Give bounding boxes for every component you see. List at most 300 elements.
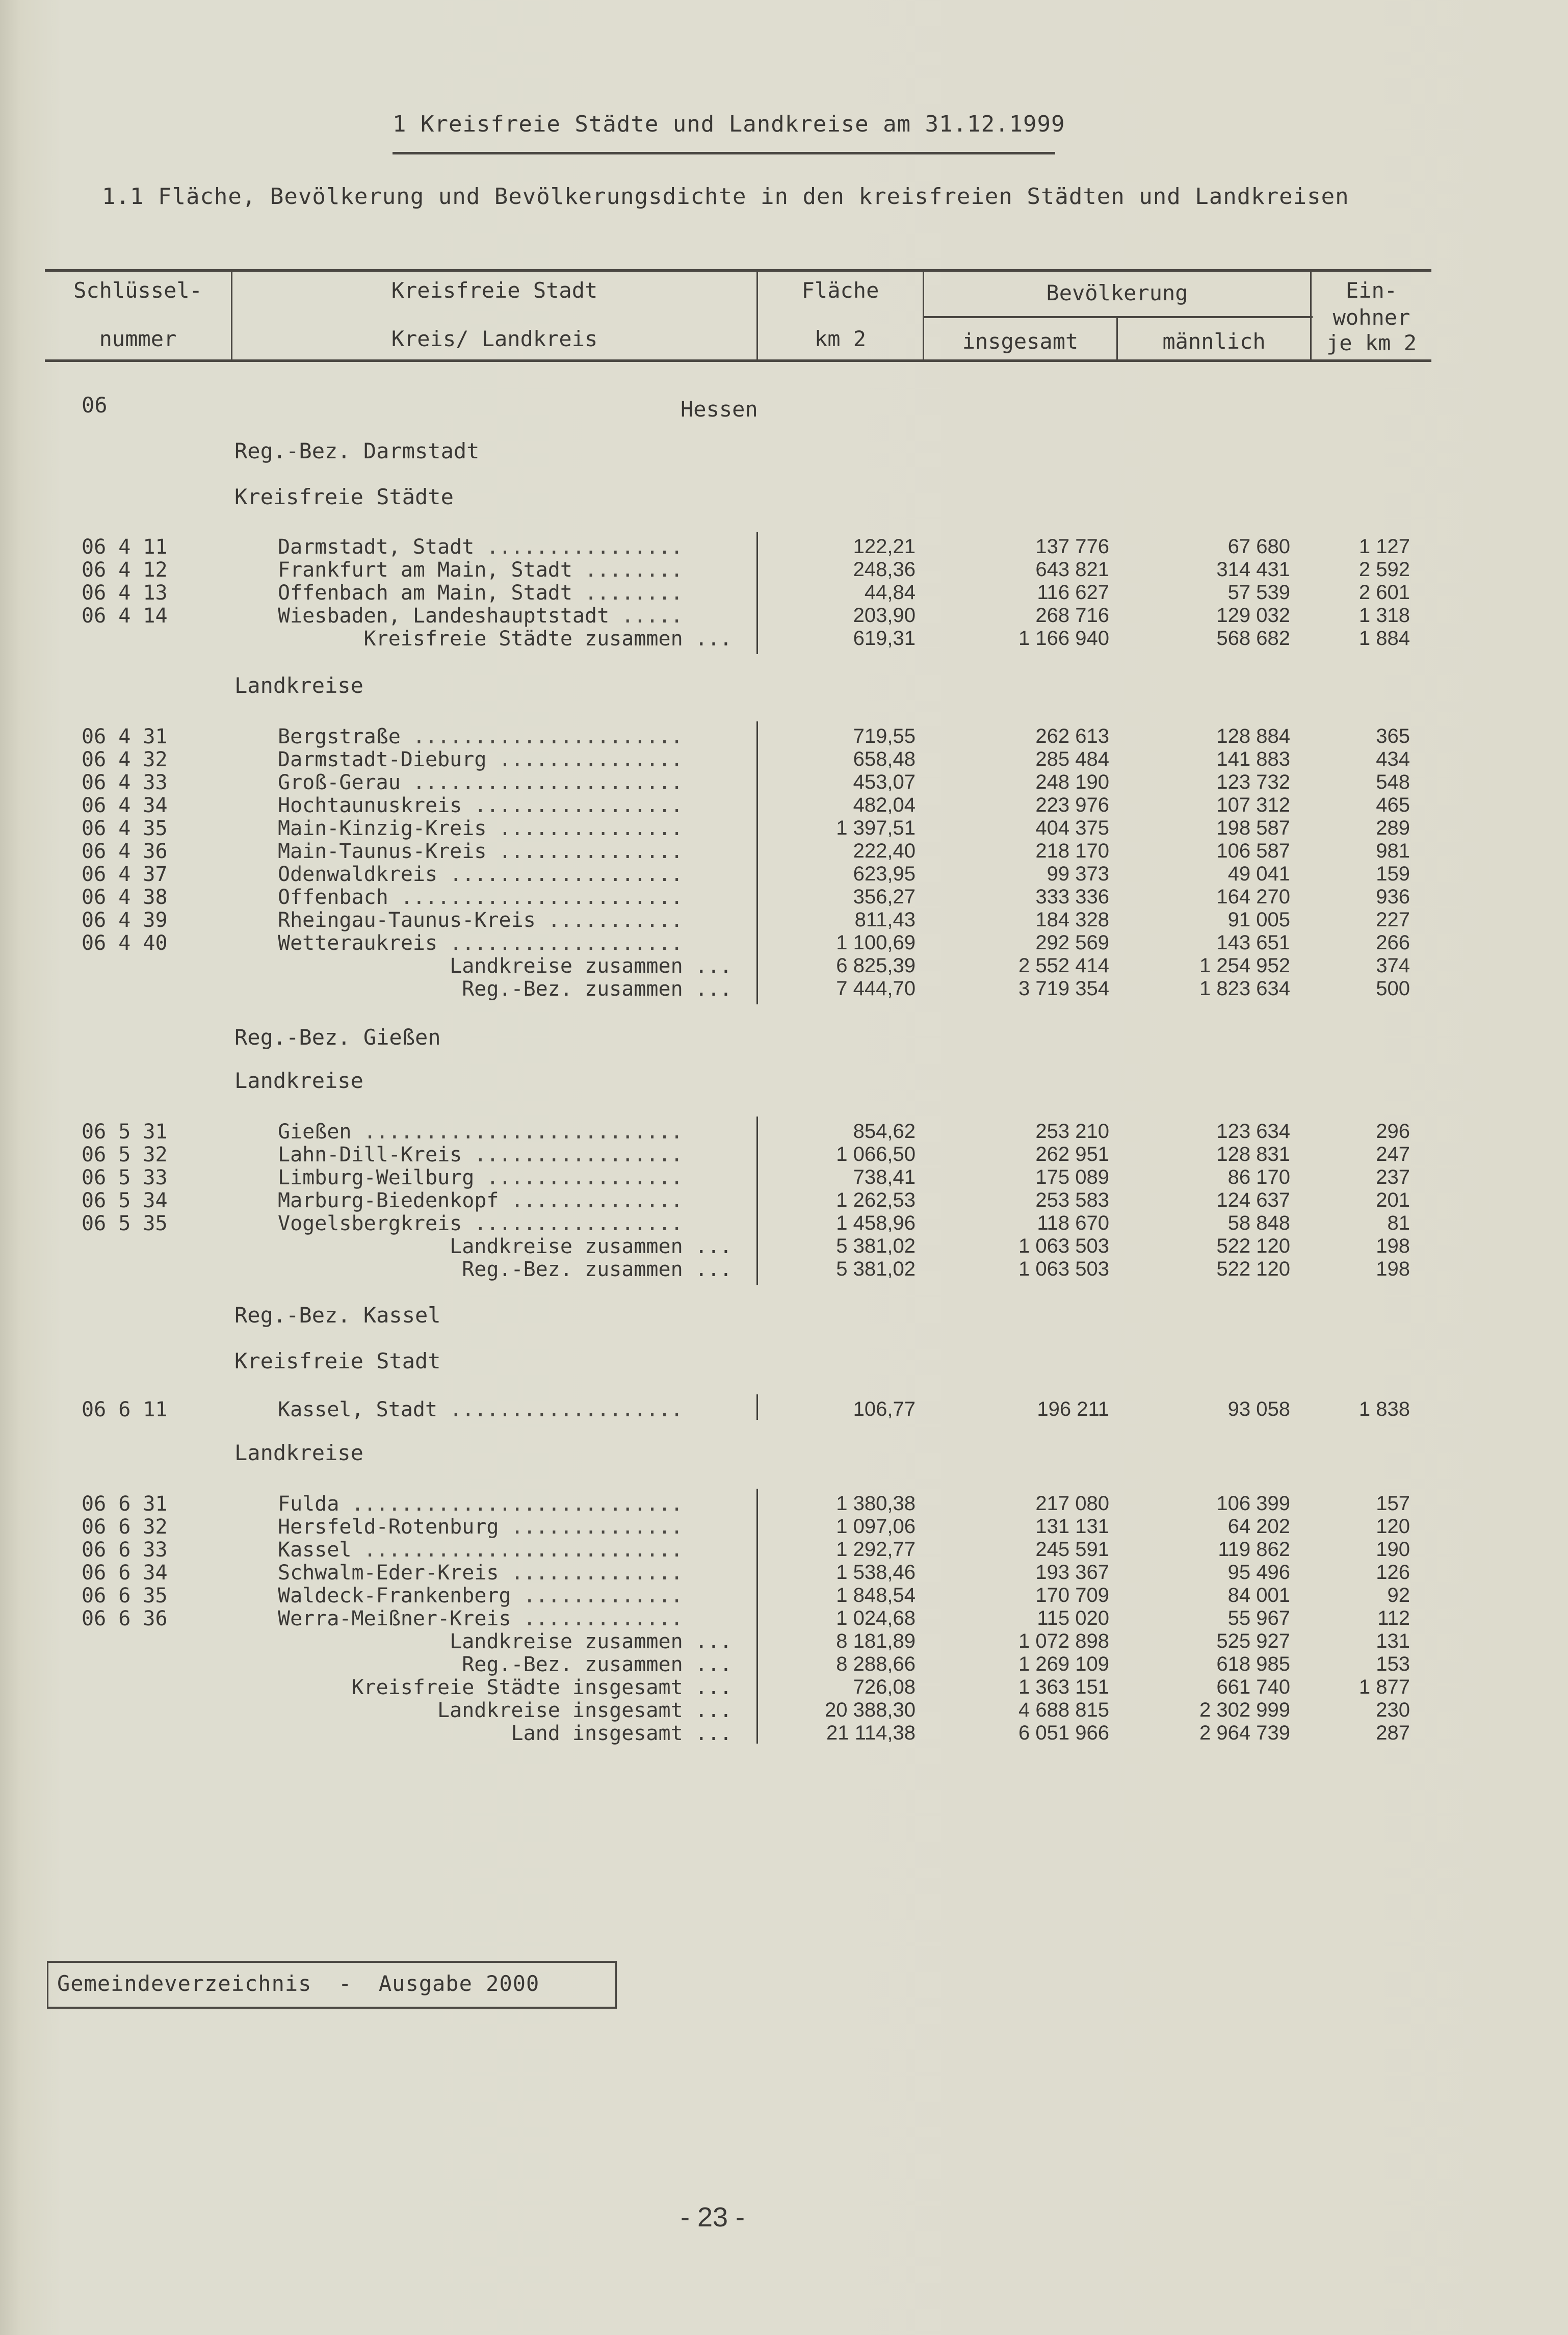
population-male: 522 120 [1216, 1258, 1290, 1280]
population-total: 184 328 [1035, 909, 1109, 931]
district-name [278, 1561, 731, 1585]
population-male: 119 862 [1218, 1538, 1290, 1561]
population-male: 55 967 [1227, 1607, 1290, 1629]
key-number: 06 4 40 [82, 931, 168, 955]
area-km2: 658,48 [853, 748, 916, 770]
area-km2: 5 381,02 [836, 1258, 916, 1280]
density-per-km2: 548 [1376, 771, 1410, 793]
section-regbez-darmstadt: Reg.-Bez. Darmstadt [234, 438, 480, 463]
leader-dots: ................ [474, 1166, 683, 1189]
leader-dots: ............. [511, 1607, 683, 1630]
subtotal-label: Land insgesamt ... [511, 1722, 732, 1745]
page-number: - 23 - [681, 2202, 745, 2233]
area-km2: 623,95 [853, 863, 916, 885]
density-per-km2: 159 [1376, 863, 1410, 885]
area-km2: 726,08 [853, 1676, 916, 1698]
district-name [278, 909, 731, 932]
density-per-km2: 500 [1376, 977, 1410, 1000]
header-key-bottom: nummer [99, 326, 177, 351]
area-km2: 719,55 [853, 725, 916, 747]
publication-label: Gemeindeverzeichnis - Ausgabe 2000 [57, 1971, 540, 1996]
area-km2: 1 397,51 [836, 817, 916, 839]
density-per-km2: 81 [1387, 1212, 1410, 1234]
population-male: 1 823 634 [1199, 977, 1290, 1000]
population-male: 91 005 [1227, 909, 1290, 931]
population-male: 49 041 [1227, 863, 1290, 885]
district-name [278, 1143, 731, 1166]
district-name-text: Main-Kinzig-Kreis [278, 817, 487, 840]
district-name [278, 1120, 731, 1144]
density-per-km2: 1 884 [1358, 627, 1410, 650]
key-number: 06 5 32 [82, 1143, 168, 1166]
header-density-3: je km 2 [1326, 330, 1417, 355]
leader-dots: ................. [462, 794, 683, 817]
district-name [278, 535, 731, 559]
table-row-subtotal [0, 1699, 1568, 1722]
density-per-km2: 936 [1376, 886, 1410, 908]
section-regbez-kassel: Reg.-Bez. Kassel [234, 1303, 441, 1328]
table-row-subtotal [0, 977, 1568, 1000]
leader-dots: .......................... [351, 1120, 683, 1144]
leader-dots: ................. [462, 1143, 683, 1166]
table-row [0, 817, 1568, 840]
table-title: 1.1 Fläche, Bevölkerung und Bevölkerungsdichte in den kreisfreien Städten und Landkreisen [102, 184, 1349, 210]
population-total: 1 363 151 [1018, 1676, 1109, 1698]
density-per-km2: 198 [1376, 1235, 1410, 1257]
area-km2: 356,27 [853, 886, 916, 908]
population-total: 643 821 [1035, 558, 1109, 581]
district-name [278, 817, 731, 840]
key-number: 06 4 14 [82, 604, 168, 628]
table-row [0, 886, 1568, 909]
area-km2: 1 100,69 [836, 931, 916, 954]
population-total: 131 131 [1035, 1515, 1109, 1538]
district-name-text: Kassel, Stadt [278, 1398, 438, 1421]
density-per-km2: 230 [1376, 1699, 1410, 1721]
district-name [278, 1538, 731, 1562]
area-km2: 1 538,46 [836, 1561, 916, 1584]
leader-dots: ...................... [400, 771, 683, 794]
population-male: 2 964 739 [1199, 1722, 1290, 1744]
leader-dots: ................. [462, 1212, 683, 1235]
key-number: 06 4 37 [82, 863, 168, 886]
district-name [278, 794, 731, 817]
district-name [278, 581, 731, 605]
area-km2: 203,90 [853, 604, 916, 627]
district-name-text: Wetteraukreis [278, 931, 438, 955]
population-male: 64 202 [1227, 1515, 1290, 1538]
leader-dots: ............... [486, 817, 683, 840]
table-row [0, 840, 1568, 863]
population-total: 175 089 [1035, 1166, 1109, 1188]
district-name [278, 748, 731, 771]
chapter-heading: 1 Kreisfreie Städte und Landkreise am 31.12.1999 [393, 111, 1065, 137]
table-row [0, 909, 1568, 931]
density-per-km2: 227 [1376, 909, 1410, 931]
header-density-2: wohner [1332, 305, 1410, 330]
area-km2: 482,04 [853, 794, 916, 816]
district-name-text: Werra-Meißner-Kreis [278, 1607, 511, 1630]
area-km2: 20 388,30 [825, 1699, 916, 1721]
district-name-text: Groß-Gerau [278, 771, 401, 794]
header-name-top: Kreisfreie Stadt [391, 278, 598, 303]
density-per-km2: 237 [1376, 1166, 1410, 1188]
population-total: 223 976 [1035, 794, 1109, 816]
district-name-text: Lahn-Dill-Kreis [278, 1143, 462, 1166]
section-kreisfreie-staedte: Kreisfreie Städte [234, 484, 454, 509]
district-name [278, 771, 731, 794]
population-total: 115 020 [1037, 1607, 1109, 1629]
header-bottom-rule [45, 359, 1431, 362]
district-name-text: Kassel [278, 1538, 352, 1562]
population-male: 106 587 [1216, 840, 1290, 862]
table-row [0, 1212, 1568, 1235]
subtotal-label: Kreisfreie Städte zusammen ... [363, 627, 732, 651]
table-row [0, 771, 1568, 794]
population-total: 116 627 [1037, 581, 1109, 604]
population-male: 525 927 [1216, 1630, 1290, 1652]
district-name [278, 863, 731, 886]
district-name-text: Odenwaldkreis [278, 863, 438, 886]
population-total: 6 051 966 [1018, 1722, 1109, 1744]
district-name [278, 558, 731, 582]
section-landkreise: Landkreise [234, 1440, 363, 1465]
population-male: 141 883 [1216, 748, 1290, 770]
area-km2: 106,77 [853, 1398, 916, 1420]
population-male: 86 170 [1227, 1166, 1290, 1188]
key-number: 06 4 32 [82, 748, 168, 771]
district-name [278, 725, 731, 748]
population-male: 124 637 [1216, 1189, 1290, 1211]
area-km2: 44,84 [864, 581, 916, 604]
leader-dots: .......................... [351, 1538, 683, 1562]
table-row [0, 558, 1568, 581]
area-km2: 7 444,70 [836, 977, 916, 1000]
table-row [0, 581, 1568, 604]
density-per-km2: 981 [1376, 840, 1410, 862]
key-number: 06 5 33 [82, 1166, 168, 1189]
area-km2: 8 288,66 [836, 1653, 916, 1675]
key-number: 06 4 33 [82, 771, 168, 794]
population-male: 314 431 [1216, 558, 1290, 581]
population-total: 3 719 354 [1018, 977, 1109, 1000]
key-number: 06 4 35 [82, 817, 168, 840]
density-per-km2: 247 [1376, 1143, 1410, 1165]
population-male: 618 985 [1216, 1653, 1290, 1675]
population-total: 262 613 [1035, 725, 1109, 747]
district-name-text: Frankfurt am Main, Stadt [278, 558, 572, 582]
district-name [278, 1189, 731, 1212]
district-name-text: Darmstadt, Stadt [278, 535, 475, 559]
table-row [0, 1189, 1568, 1212]
density-per-km2: 2 592 [1358, 558, 1410, 581]
population-male: 123 634 [1216, 1120, 1290, 1143]
area-km2: 1 292,77 [836, 1538, 916, 1561]
leader-dots: ................ [474, 535, 683, 559]
district-name-text: Bergstraße [278, 725, 401, 748]
header-population: Bevölkerung [1046, 280, 1188, 305]
district-name [278, 1607, 731, 1630]
population-total: 99 373 [1047, 863, 1109, 885]
population-male: 661 740 [1216, 1676, 1290, 1698]
population-male: 107 312 [1216, 794, 1290, 816]
population-total: 245 591 [1035, 1538, 1109, 1561]
area-km2: 453,07 [853, 771, 916, 793]
district-name-text: Gießen [278, 1120, 352, 1144]
key-number: 06 6 32 [82, 1515, 168, 1539]
population-total: 4 688 815 [1018, 1699, 1109, 1721]
table-row [0, 1584, 1568, 1607]
density-per-km2: 1 127 [1358, 535, 1410, 558]
population-total: 193 367 [1035, 1561, 1109, 1584]
population-total: 253 583 [1035, 1189, 1109, 1211]
density-per-km2: 1 838 [1358, 1398, 1410, 1420]
district-name-text: Fulda [278, 1492, 339, 1516]
header-top-rule [45, 269, 1431, 272]
area-km2: 1 024,68 [836, 1607, 916, 1629]
table-row [0, 1398, 1568, 1421]
population-total: 285 484 [1035, 748, 1109, 770]
leader-dots: .............. [499, 1561, 683, 1585]
section-landkreise: Landkreise [234, 1068, 363, 1093]
leader-dots: ........ [572, 558, 683, 582]
density-per-km2: 120 [1376, 1515, 1410, 1538]
density-per-km2: 190 [1376, 1538, 1410, 1561]
leader-dots: .............. [499, 1515, 683, 1539]
population-total: 217 080 [1035, 1492, 1109, 1515]
density-per-km2: 365 [1376, 725, 1410, 747]
population-total: 1 072 898 [1018, 1630, 1109, 1652]
table-row [0, 725, 1568, 748]
density-per-km2: 434 [1376, 748, 1410, 770]
density-per-km2: 296 [1376, 1120, 1410, 1143]
population-male: 129 032 [1216, 604, 1290, 627]
table-row [0, 863, 1568, 886]
population-total: 1 063 503 [1018, 1258, 1109, 1280]
population-total: 262 951 [1035, 1143, 1109, 1165]
population-male: 198 587 [1216, 817, 1290, 839]
area-km2: 222,40 [853, 840, 916, 862]
population-male: 106 399 [1216, 1492, 1290, 1515]
leader-dots: ................... [437, 863, 683, 886]
district-name-text: Waldeck-Frankenberg [278, 1584, 511, 1607]
district-name [278, 931, 731, 955]
subtotal-label: Reg.-Bez. zusammen ... [462, 977, 732, 1001]
density-per-km2: 289 [1376, 817, 1410, 839]
area-km2: 122,21 [853, 535, 916, 558]
key-number: 06 5 31 [82, 1120, 168, 1144]
district-name-text: Wiesbaden, Landeshauptstadt [278, 604, 610, 628]
header-area-bottom: km 2 [814, 326, 867, 351]
table-row [0, 1538, 1568, 1561]
population-total: 218 170 [1035, 840, 1109, 862]
subtotal-label: Landkreise insgesamt ... [437, 1699, 732, 1722]
density-per-km2: 287 [1376, 1722, 1410, 1744]
leader-dots: ................... [437, 1398, 683, 1421]
table-row-subtotal [0, 1630, 1568, 1653]
district-name [278, 840, 731, 863]
table-row [0, 1120, 1568, 1143]
key-number: 06 6 36 [82, 1607, 168, 1630]
section-kreisfreie-stadt: Kreisfreie Stadt [234, 1348, 441, 1373]
table-row [0, 1561, 1568, 1584]
header-name-bottom: Kreis/ Landkreis [391, 326, 598, 351]
table-row [0, 1143, 1568, 1166]
table-row-subtotal [0, 954, 1568, 977]
density-per-km2: 112 [1377, 1607, 1410, 1629]
leader-dots: ........... [535, 909, 683, 932]
density-per-km2: 126 [1376, 1561, 1410, 1584]
area-km2: 1 380,38 [836, 1492, 916, 1515]
district-name [278, 1515, 731, 1539]
area-km2: 21 114,38 [826, 1722, 916, 1744]
key-number: 06 4 36 [82, 840, 168, 863]
key-number: 06 6 35 [82, 1584, 168, 1607]
table-row-subtotal [0, 627, 1568, 650]
district-name [278, 1212, 731, 1235]
state-code: 06 [82, 393, 108, 418]
key-number: 06 5 34 [82, 1189, 168, 1212]
key-number: 06 6 31 [82, 1492, 168, 1516]
population-male: 93 058 [1227, 1398, 1290, 1420]
population-total: 268 716 [1035, 604, 1109, 627]
leader-dots: ........................... [339, 1492, 683, 1516]
key-number: 06 4 39 [82, 909, 168, 932]
population-male: 67 680 [1227, 535, 1290, 558]
population-total: 253 210 [1035, 1120, 1109, 1143]
population-total: 404 375 [1035, 817, 1109, 839]
table-row [0, 535, 1568, 558]
table-row [0, 1607, 1568, 1630]
density-per-km2: 266 [1376, 931, 1410, 954]
population-male: 123 732 [1216, 771, 1290, 793]
density-per-km2: 201 [1376, 1189, 1410, 1211]
header-area-top: Fläche [801, 278, 879, 303]
population-total: 2 552 414 [1018, 954, 1109, 977]
district-name-text: Marburg-Biedenkopf [278, 1189, 499, 1212]
population-total: 137 776 [1035, 535, 1109, 558]
header-pop-male: männlich [1162, 329, 1266, 354]
area-km2: 811,43 [854, 909, 916, 931]
area-km2: 738,41 [853, 1166, 916, 1188]
population-male: 128 884 [1216, 725, 1290, 747]
population-male: 143 651 [1216, 931, 1290, 954]
population-total: 1 269 109 [1018, 1653, 1109, 1675]
table-row [0, 1515, 1568, 1538]
district-name-text: Limburg-Weilburg [278, 1166, 475, 1189]
leader-dots: ...................... [400, 725, 683, 748]
area-km2: 1 848,54 [836, 1584, 916, 1606]
area-km2: 1 097,06 [836, 1515, 916, 1538]
area-km2: 1 066,50 [836, 1143, 916, 1165]
density-per-km2: 1 318 [1358, 604, 1410, 627]
key-number: 06 4 38 [82, 886, 168, 909]
density-per-km2: 157 [1376, 1492, 1410, 1515]
section-landkreise: Landkreise [234, 673, 363, 698]
population-total: 292 569 [1035, 931, 1109, 954]
district-name-text: Vogelsbergkreis [278, 1212, 462, 1235]
table-row [0, 1492, 1568, 1515]
density-per-km2: 465 [1376, 794, 1410, 816]
population-total: 1 166 940 [1018, 627, 1109, 650]
subtotal-label: Kreisfreie Städte insgesamt ... [351, 1676, 732, 1699]
table-row-subtotal [0, 1653, 1568, 1676]
population-total: 333 336 [1035, 886, 1109, 908]
table-row [0, 604, 1568, 627]
key-number: 06 6 34 [82, 1561, 168, 1585]
population-male: 95 496 [1227, 1561, 1290, 1584]
population-total: 170 709 [1035, 1584, 1109, 1606]
population-male: 522 120 [1216, 1235, 1290, 1257]
key-number: 06 4 31 [82, 725, 168, 748]
header-pop-total: insgesamt [962, 329, 1079, 354]
section-regbez-giessen: Reg.-Bez. Gießen [234, 1025, 441, 1050]
population-total: 248 190 [1035, 771, 1109, 793]
key-number: 06 4 13 [82, 581, 168, 605]
density-per-km2: 198 [1376, 1258, 1410, 1280]
population-male: 128 831 [1216, 1143, 1290, 1165]
subtotal-label: Landkreise zusammen ... [450, 954, 732, 978]
population-male: 57 539 [1227, 581, 1290, 604]
table-row [0, 794, 1568, 817]
table-row [0, 748, 1568, 771]
district-name-text: Rheingau-Taunus-Kreis [278, 909, 536, 932]
key-number: 06 4 34 [82, 794, 168, 817]
leader-dots: ..... [609, 604, 683, 628]
district-name [278, 1492, 731, 1516]
leader-dots: ........ [572, 581, 683, 605]
heading-underline [393, 152, 1055, 154]
density-per-km2: 153 [1376, 1653, 1410, 1675]
district-name-text: Hochtaunuskreis [278, 794, 462, 817]
state-name: Hessen [681, 397, 758, 422]
leader-dots: ............... [486, 840, 683, 863]
area-km2: 5 381,02 [836, 1235, 916, 1257]
key-number: 06 4 11 [82, 535, 168, 559]
district-name-text: Offenbach [278, 886, 388, 909]
subtotal-label: Reg.-Bez. zusammen ... [462, 1258, 732, 1281]
header-key-top: Schlüssel- [73, 278, 202, 303]
population-total: 1 063 503 [1018, 1235, 1109, 1257]
leader-dots: .............. [499, 1189, 683, 1212]
population-male: 84 001 [1227, 1584, 1290, 1606]
population-male: 1 254 952 [1199, 954, 1290, 977]
density-per-km2: 374 [1376, 954, 1410, 977]
key-number: 06 5 35 [82, 1212, 168, 1235]
leader-dots: ............. [511, 1584, 683, 1607]
population-male: 58 848 [1227, 1212, 1290, 1234]
table-row-subtotal [0, 1235, 1568, 1258]
key-number: 06 6 33 [82, 1538, 168, 1562]
population-male: 164 270 [1216, 886, 1290, 908]
subtotal-label: Reg.-Bez. zusammen ... [462, 1653, 732, 1676]
leader-dots: ................... [437, 931, 683, 955]
key-number: 06 4 12 [82, 558, 168, 582]
table-row [0, 1166, 1568, 1189]
district-name-text: Offenbach am Main, Stadt [278, 581, 572, 605]
population-male: 2 302 999 [1199, 1699, 1290, 1721]
district-name-text: Main-Taunus-Kreis [278, 840, 487, 863]
area-km2: 248,36 [853, 558, 916, 581]
key-number: 06 6 11 [82, 1398, 168, 1421]
leader-dots: ............... [486, 748, 683, 771]
header-density-1: Ein- [1345, 278, 1398, 303]
table-row-subtotal [0, 1722, 1568, 1745]
area-km2: 8 181,89 [836, 1630, 916, 1652]
district-name-text: Darmstadt-Dieburg [278, 748, 487, 771]
district-name [278, 1584, 731, 1607]
table-row-subtotal [0, 1258, 1568, 1281]
